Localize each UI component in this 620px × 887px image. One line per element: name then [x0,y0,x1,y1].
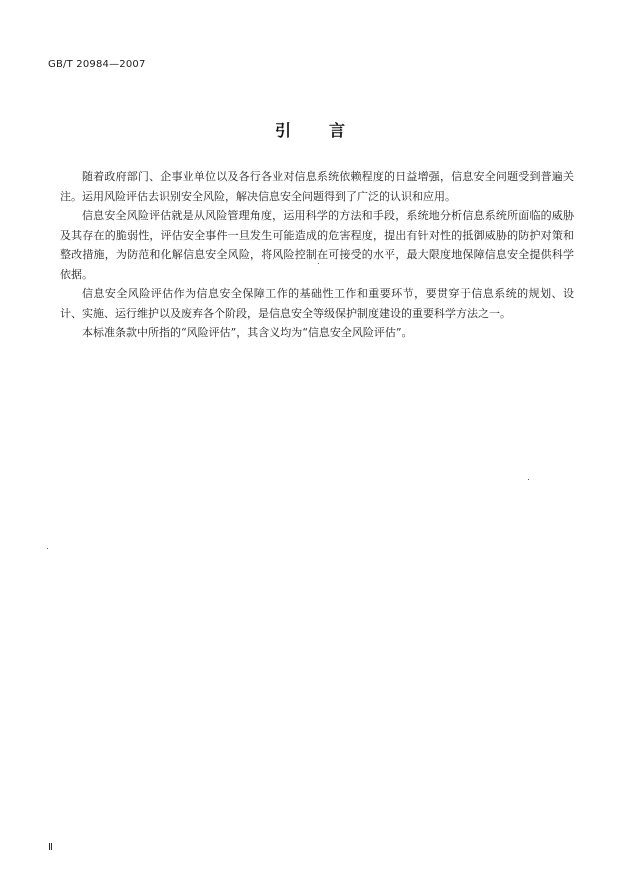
scan-speck [318,263,319,264]
paragraph-4: 本标准条款中所指的“风险评估”，其含义均为“信息安全风险评估”。 [82,326,413,339]
section-title: 引言 [274,121,383,140]
body-text [60,167,574,343]
paragraph-3: 信息安全风险评估作为信息安全保障工作的基础性工作和重要环节，要贯穿于信息系统的规划、设计、实施、运行维护以及废弃各个阶段，是信息安全等级保护制度建设的重要科学方法之一。 [60,287,574,320]
scan-speck [47,548,48,549]
page-number: Ⅱ [48,842,53,853]
paragraph-1: 随着政府部门、企事业单位以及各行各业对信息系统依赖程度的日益增强，信息安全问题受到普遍关注。运用风险评估去识别安全风险，解决信息安全问题得到了广泛的认识和应用。 [60,170,574,203]
paragraph-2: 信息安全风险评估就是从风险管理角度，运用科学的方法和手段，系统地分析信息系统所面临的威胁及其存在的脆弱性，评估安全事件一旦发生可能造成的危害程度，提出有针对性的抵御威胁的防护对策和整改措施，为防范和化解信息安全风险，将风险控制在可接受的水平，最大限度地保障信息安全提供科学依据。 [60,209,574,281]
standard-code-header: GB/T 20984—2007 [48,59,146,70]
scan-speck [528,479,529,480]
